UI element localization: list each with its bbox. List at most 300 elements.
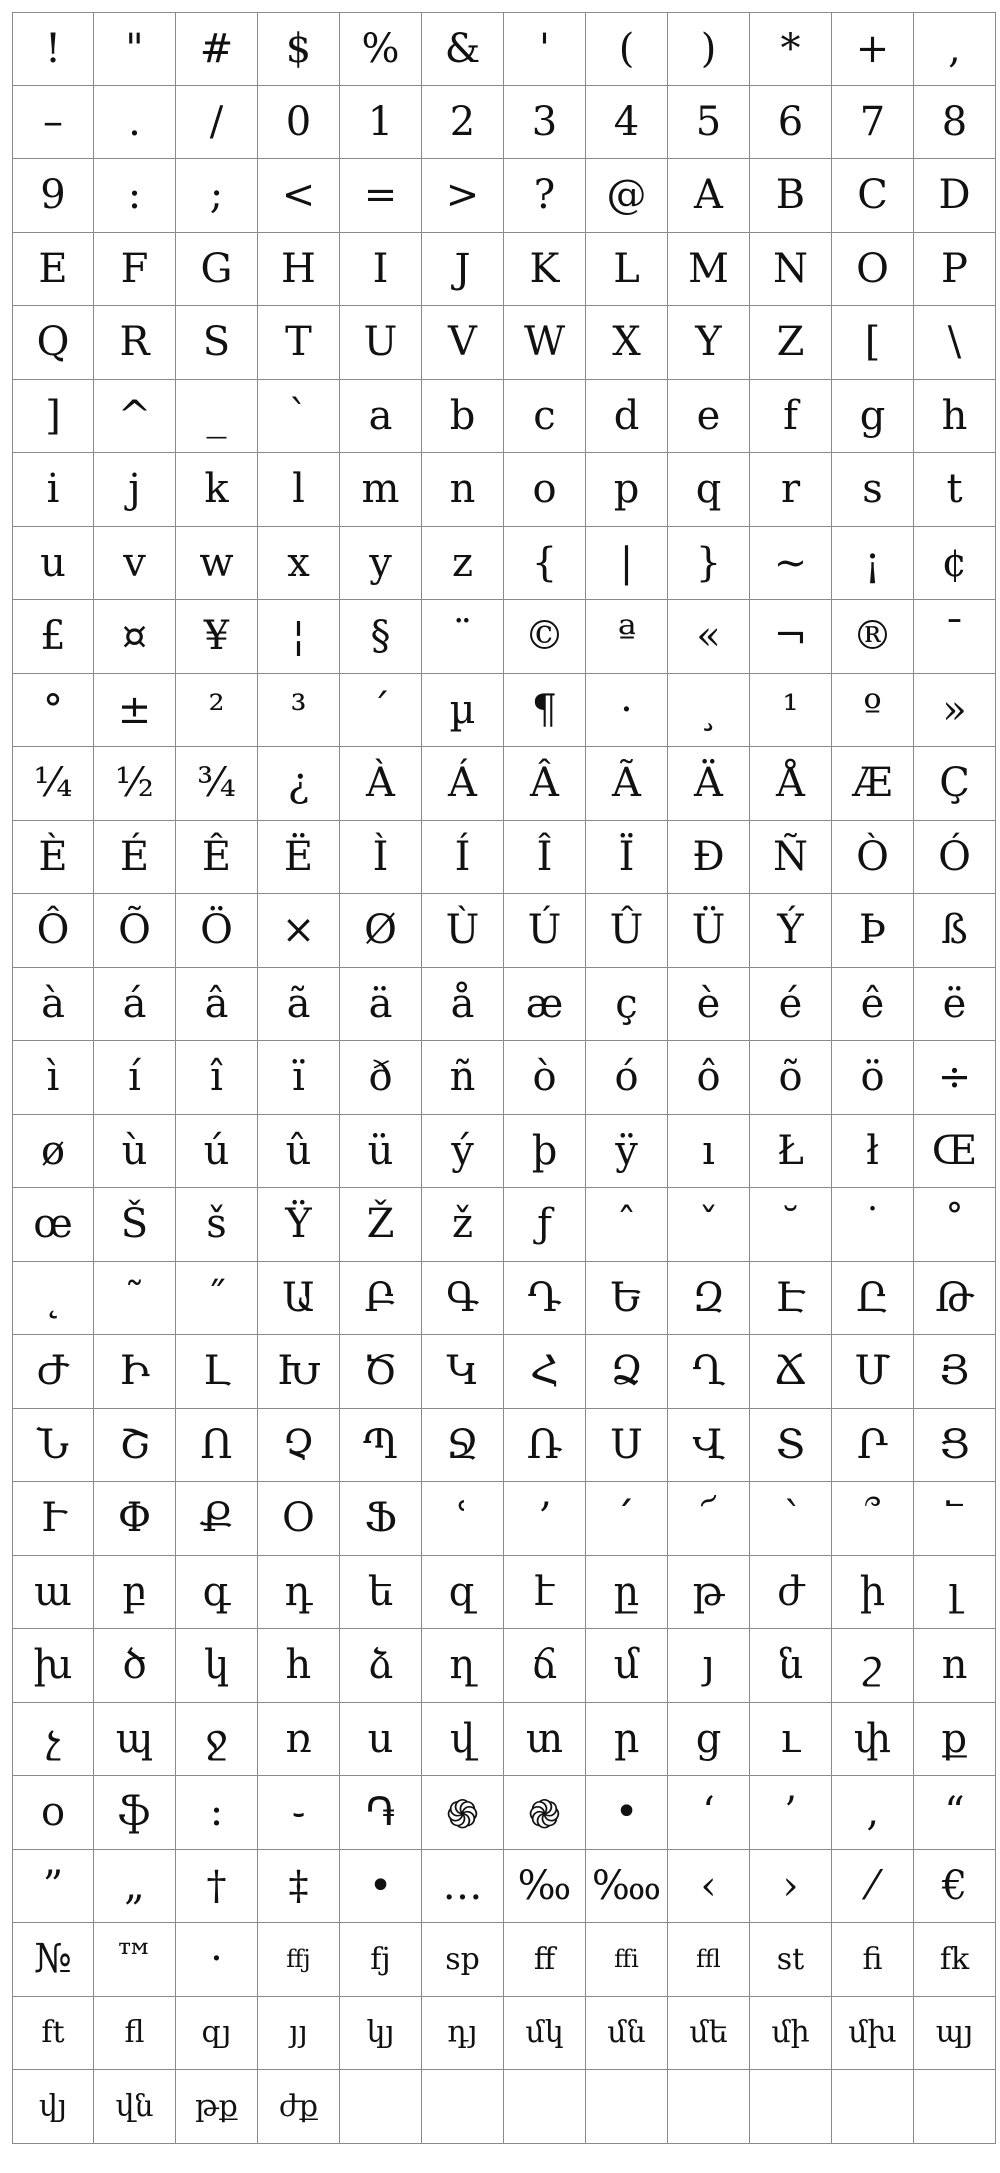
glyph-cell: Ք (176, 1482, 258, 1556)
glyph-cell: _ (176, 380, 258, 454)
glyph-cell: @ (586, 159, 668, 233)
glyph-cell: F (94, 233, 176, 307)
glyph-cell: Ո (176, 1409, 258, 1483)
glyph-cell: Ր (832, 1409, 914, 1483)
glyph-cell: Յ (914, 1335, 996, 1409)
glyph-cell: ¤ (94, 600, 176, 674)
glyph-cell: É (94, 821, 176, 895)
glyph-cell: è (668, 968, 750, 1042)
glyph-cell: , (914, 12, 996, 86)
glyph-cell: ` (258, 380, 340, 454)
glyph-cell: l (258, 453, 340, 527)
glyph-cell: գ (176, 1556, 258, 1630)
glyph-cell: Մ (832, 1335, 914, 1409)
glyph-cell: Ì (340, 821, 422, 895)
glyph-cell: ł (832, 1115, 914, 1189)
glyph-cell: ó (586, 1041, 668, 1115)
glyph-cell: À (340, 747, 422, 821)
glyph-cell: [ (832, 306, 914, 380)
glyph-cell: Á (422, 747, 504, 821)
glyph-cell: վյ (12, 2070, 94, 2144)
glyph-cell: ! (12, 12, 94, 86)
glyph-cell: ò (504, 1041, 586, 1115)
glyph-cell: E (12, 233, 94, 307)
glyph-cell: ô (668, 1041, 750, 1115)
glyph-cell: Դ (504, 1262, 586, 1336)
glyph-cell: ÷ (914, 1041, 996, 1115)
glyph-cell: բ (94, 1556, 176, 1630)
glyph-cell: Ü (668, 894, 750, 968)
glyph-cell: + (832, 12, 914, 86)
glyph-cell: & (422, 12, 504, 86)
glyph-cell: ¨ (422, 600, 504, 674)
glyph-cell: ý (422, 1115, 504, 1189)
glyph-cell: ֊ (258, 1776, 340, 1850)
glyph-cell: £ (12, 600, 94, 674)
glyph-cell: Î (504, 821, 586, 895)
glyph-cell: ; (176, 159, 258, 233)
glyph-cell: Ն (12, 1409, 94, 1483)
glyph-cell: Ñ (750, 821, 832, 895)
glyph-cell: • (586, 1776, 668, 1850)
glyph-cell: p (586, 453, 668, 527)
glyph-cell: վն (94, 2070, 176, 2144)
glyph-cell: ë (914, 968, 996, 1042)
glyph-cell: / (176, 86, 258, 160)
glyph-cell: ‰ (504, 1850, 586, 1924)
glyph-cell: û (258, 1115, 340, 1189)
glyph-cell: Õ (94, 894, 176, 968)
glyph-cell: զյ (176, 1997, 258, 2071)
glyph-cell: = (340, 159, 422, 233)
glyph-cell: Է (750, 1262, 832, 1336)
glyph-cell: ր (586, 1703, 668, 1777)
glyph-cell: ք (914, 1703, 996, 1777)
glyph-cell: ճ (504, 1629, 586, 1703)
glyph-cell: ՜ (668, 1482, 750, 1556)
glyph-cell: ê (832, 968, 914, 1042)
glyph-cell: O (832, 233, 914, 307)
glyph-cell: ú (176, 1115, 258, 1189)
glyph-cell: ® (832, 600, 914, 674)
glyph-cell: մե (668, 1997, 750, 2071)
glyph-cell: ֎ (504, 1776, 586, 1850)
glyph-cell: Ճ (750, 1335, 832, 1409)
glyph-cell: դյ (422, 1997, 504, 2071)
glyph-cell: № (12, 1923, 94, 1997)
glyph-cell: § (340, 600, 422, 674)
glyph-cell: < (258, 159, 340, 233)
glyph-cell: \ (914, 306, 996, 380)
glyph-cell: հ (258, 1629, 340, 1703)
glyph-cell: ղ (422, 1629, 504, 1703)
glyph-cell: Զ (668, 1262, 750, 1336)
glyph-cell: ž (422, 1188, 504, 1262)
glyph-cell: ð (340, 1041, 422, 1115)
glyph-cell: օ (12, 1776, 94, 1850)
glyph-cell: շ (832, 1629, 914, 1703)
glyph-cell: © (504, 600, 586, 674)
glyph-cell: K (504, 233, 586, 307)
glyph-cell: ? (504, 159, 586, 233)
glyph-cell: † (176, 1850, 258, 1924)
glyph-cell: M (668, 233, 750, 307)
glyph-cell: Ժ (12, 1335, 94, 1409)
glyph-cell: Թ (914, 1262, 996, 1336)
glyph-cell: մն (586, 1997, 668, 2071)
glyph-cell: ı (668, 1115, 750, 1189)
glyph-cell: ¦ (258, 600, 340, 674)
glyph-cell: խ (12, 1629, 94, 1703)
glyph-cell: Ã (586, 747, 668, 821)
glyph-cell: ։ (176, 1776, 258, 1850)
glyph-cell: : (94, 159, 176, 233)
glyph-cell: x (258, 527, 340, 601)
glyph-cell: Û (586, 894, 668, 968)
glyph-cell: ˘ (750, 1188, 832, 1262)
glyph-cell: ի (832, 1556, 914, 1630)
glyph-cell: Ï (586, 821, 668, 895)
glyph-cell: I (340, 233, 422, 307)
glyph-cell: ½ (94, 747, 176, 821)
glyph-cell: ÿ (586, 1115, 668, 1189)
glyph-cell: – (12, 86, 94, 160)
glyph-cell: æ (504, 968, 586, 1042)
glyph-cell: ö (832, 1041, 914, 1115)
glyph-cell: 7 (832, 86, 914, 160)
glyph-cell: ³ (258, 674, 340, 748)
glyph-cell: i (12, 453, 94, 527)
glyph-cell: Գ (422, 1262, 504, 1336)
glyph-cell: î (176, 1041, 258, 1115)
glyph-cell: ffi (586, 1923, 668, 1997)
glyph-cell: ~ (750, 527, 832, 601)
glyph-cell: € (914, 1850, 996, 1924)
glyph-cell: ü (340, 1115, 422, 1189)
glyph-cell: á (94, 968, 176, 1042)
glyph-cell: Լ (176, 1335, 258, 1409)
glyph-cell: Â (504, 747, 586, 821)
glyph-cell: G (176, 233, 258, 307)
glyph-cell: L (586, 233, 668, 307)
glyph-cell: մի (750, 1997, 832, 2071)
glyph-cell: ո (914, 1629, 996, 1703)
glyph-cell: Ֆ (340, 1482, 422, 1556)
glyph-cell: ^ (94, 380, 176, 454)
glyph-cell: sp (422, 1923, 504, 1997)
glyph-cell: ) (668, 12, 750, 86)
glyph-cell: ն (750, 1629, 832, 1703)
glyph-cell: Ý (750, 894, 832, 968)
glyph-cell: H (258, 233, 340, 307)
glyph-cell: ï (258, 1041, 340, 1115)
glyph-cell: մկ (504, 1997, 586, 2071)
glyph-cell: ² (176, 674, 258, 748)
glyph-cell: ժ (750, 1556, 832, 1630)
glyph-cell: 5 (668, 86, 750, 160)
glyph-cell: ± (94, 674, 176, 748)
glyph-cell: ´ (340, 674, 422, 748)
glyph-cell: 3 (504, 86, 586, 160)
glyph-cell: J (422, 233, 504, 307)
glyph-cell: ‡ (258, 1850, 340, 1924)
glyph-cell: ø (12, 1115, 94, 1189)
glyph-cell (750, 2070, 832, 2144)
glyph-cell: 1 (340, 86, 422, 160)
glyph-cell: ՟ (914, 1482, 996, 1556)
glyph-cell: j (94, 453, 176, 527)
glyph-cell: կյ (340, 1997, 422, 2071)
glyph-cell: « (668, 600, 750, 674)
glyph-cell: ffj (258, 1923, 340, 1997)
glyph-cell: | (586, 527, 668, 601)
glyph-cell: ffl (668, 1923, 750, 1997)
glyph-cell: ’ (750, 1776, 832, 1850)
glyph-cell: 2 (422, 86, 504, 160)
glyph-cell: Ž (340, 1188, 422, 1262)
glyph-cell: Ձ (586, 1335, 668, 1409)
glyph-cell: e (668, 380, 750, 454)
glyph-cell: n (422, 453, 504, 527)
glyph-cell: ¡ (832, 527, 914, 601)
glyph-cell: “ (914, 1776, 996, 1850)
glyph-cell: þ (504, 1115, 586, 1189)
glyph-cell: · (176, 1923, 258, 1997)
glyph-cell: թ (668, 1556, 750, 1630)
glyph-cell: տ (504, 1703, 586, 1777)
glyph-cell: ¶ (504, 674, 586, 748)
glyph-cell: Ä (668, 747, 750, 821)
glyph-cell: ՙ (422, 1482, 504, 1556)
glyph-cell: ա (12, 1556, 94, 1630)
glyph-cell: ñ (422, 1041, 504, 1115)
glyph-cell: ‘ (668, 1776, 750, 1850)
glyph-cell: w (176, 527, 258, 601)
glyph-cell: … (422, 1850, 504, 1924)
glyph-cell: Ë (258, 821, 340, 895)
glyph-cell: . (94, 86, 176, 160)
glyph-cell: 9 (12, 159, 94, 233)
glyph-cell: C (832, 159, 914, 233)
glyph-cell: o (504, 453, 586, 527)
glyph-cell: ˇ (668, 1188, 750, 1262)
glyph-cell: ” (12, 1850, 94, 1924)
glyph-cell: 4 (586, 86, 668, 160)
glyph-cell: Ե (586, 1262, 668, 1336)
glyph-cell: z (422, 527, 504, 601)
glyph-cell: ¢ (914, 527, 996, 601)
glyph-cell: ™ (94, 1923, 176, 1997)
glyph-cell: ù (94, 1115, 176, 1189)
glyph-cell: ˙ (832, 1188, 914, 1262)
glyph-cell: N (750, 233, 832, 307)
glyph-cell: Ի (94, 1335, 176, 1409)
glyph-cell: Ջ (422, 1409, 504, 1483)
glyph-cell: $ (258, 12, 340, 86)
glyph-cell: Բ (340, 1262, 422, 1336)
glyph-cell: ƒ (504, 1188, 586, 1262)
glyph-cell: ¾ (176, 747, 258, 821)
glyph-cell: Ó (914, 821, 996, 895)
glyph-cell: թք (176, 2070, 258, 2144)
glyph-cell: վ (422, 1703, 504, 1777)
glyph-cell: Ê (176, 821, 258, 895)
glyph-cell: { (504, 527, 586, 601)
glyph-cell: • (340, 1850, 422, 1924)
glyph-cell: B (750, 159, 832, 233)
glyph-cell: ß (914, 894, 996, 968)
glyph-cell: b (422, 380, 504, 454)
glyph-cell: Ù (422, 894, 504, 968)
glyph-cell: ը (586, 1556, 668, 1630)
glyph-cell: > (422, 159, 504, 233)
glyph-cell: Ռ (504, 1409, 586, 1483)
glyph-cell: å (422, 968, 504, 1042)
glyph-cell: fi (832, 1923, 914, 1997)
glyph-cell: ft (12, 1997, 94, 2071)
glyph-cell: Ց (914, 1409, 996, 1483)
glyph-cell: ¥ (176, 600, 258, 674)
glyph-cell: š (176, 1188, 258, 1262)
glyph-cell: ֏ (340, 1776, 422, 1850)
glyph-cell: A (668, 159, 750, 233)
glyph-cell: լ (914, 1556, 996, 1630)
glyph-cell: ռ (258, 1703, 340, 1777)
glyph-cell: q (668, 453, 750, 527)
glyph-cell: Շ (94, 1409, 176, 1483)
glyph-cell: Š (94, 1188, 176, 1262)
glyph-cell (504, 2070, 586, 2144)
glyph-cell: ˝ (176, 1262, 258, 1336)
glyph-cell: â (176, 968, 258, 1042)
glyph-cell: 0 (258, 86, 340, 160)
glyph-cell: Ø (340, 894, 422, 968)
glyph-cell: ã (258, 968, 340, 1042)
glyph-cell: պյ (914, 1997, 996, 2071)
glyph-cell: Վ (668, 1409, 750, 1483)
glyph-cell: œ (12, 1188, 94, 1262)
glyph-cell: ժք (258, 2070, 340, 2144)
glyph-cell: փ (832, 1703, 914, 1777)
glyph-cell: » (914, 674, 996, 748)
glyph-cell: Չ (258, 1409, 340, 1483)
glyph-cell: զ (422, 1556, 504, 1630)
glyph-cell: P (914, 233, 996, 307)
glyph-cell: µ (422, 674, 504, 748)
glyph-cell: Ç (914, 747, 996, 821)
glyph-cell: մխ (832, 1997, 914, 2071)
glyph-cell: ] (12, 380, 94, 454)
glyph-cell: ( (586, 12, 668, 86)
glyph-cell: Կ (422, 1335, 504, 1409)
glyph-cell: ç (586, 968, 668, 1042)
glyph-cell (668, 2070, 750, 2144)
glyph-cell: Q (12, 306, 94, 380)
glyph-cell: R (94, 306, 176, 380)
glyph-cell: g (832, 380, 914, 454)
glyph-cell: u (12, 527, 94, 601)
glyph-cell: ‱ (586, 1850, 668, 1924)
glyph-cell: Օ (258, 1482, 340, 1556)
glyph-cell: Պ (340, 1409, 422, 1483)
glyph-cell: › (750, 1850, 832, 1924)
glyph-cell: Ò (832, 821, 914, 895)
glyph-cell: Ł (750, 1115, 832, 1189)
glyph-cell: é (750, 968, 832, 1042)
glyph-cell (340, 2070, 422, 2144)
glyph-cell: ˆ (586, 1188, 668, 1262)
glyph-cell: Þ (832, 894, 914, 968)
glyph-cell: ˚ (914, 1188, 996, 1262)
glyph-cell: # (176, 12, 258, 86)
glyph-cell: ° (12, 674, 94, 748)
glyph-cell: D (914, 159, 996, 233)
glyph-cell: ff (504, 1923, 586, 1997)
glyph-cell: ¬ (750, 600, 832, 674)
glyph-cell: ե (340, 1556, 422, 1630)
glyph-cell: ս (340, 1703, 422, 1777)
glyph-cell: í (94, 1041, 176, 1115)
glyph-cell: Ö (176, 894, 258, 968)
glyph-cell: y (340, 527, 422, 601)
glyph-cell: h (914, 380, 996, 454)
glyph-cell: ¸ (668, 674, 750, 748)
glyph-cell: ˛ (12, 1262, 94, 1336)
glyph-cell (422, 2070, 504, 2144)
glyph-cell: է (504, 1556, 586, 1630)
glyph-cell: ‹ (668, 1850, 750, 1924)
glyph-cell: T (258, 306, 340, 380)
glyph-cell: fl (94, 1997, 176, 2071)
glyph-cell: X (586, 306, 668, 380)
glyph-cell: Ÿ (258, 1188, 340, 1262)
glyph-cell: S (176, 306, 258, 380)
glyph-cell: մ (586, 1629, 668, 1703)
glyph-cell: r (750, 453, 832, 527)
glyph-cell: ց (668, 1703, 750, 1777)
glyph-cell: Տ (750, 1409, 832, 1483)
glyph-cell: ì (12, 1041, 94, 1115)
glyph-cell: ¯ (914, 600, 996, 674)
glyph-cell: Փ (94, 1482, 176, 1556)
glyph-cell: ¿ (258, 747, 340, 821)
glyph-cell: ջ (176, 1703, 258, 1777)
glyph-cell: Հ (504, 1335, 586, 1409)
glyph-cell: Ւ (12, 1482, 94, 1556)
glyph-cell: ˜ (94, 1262, 176, 1336)
glyph-cell: ւ (750, 1703, 832, 1777)
glyph-cell: m (340, 453, 422, 527)
glyph-cell: U (340, 306, 422, 380)
glyph-cell: ¹ (750, 674, 832, 748)
glyph-cell (832, 2070, 914, 2144)
glyph-cell: Ա (258, 1262, 340, 1336)
glyph-cell: Ô (12, 894, 94, 968)
glyph-cell: Ú (504, 894, 586, 968)
glyph-cell: ä (340, 968, 422, 1042)
glyph-cell: „ (94, 1850, 176, 1924)
glyph-cell: ՛ (586, 1482, 668, 1556)
glyph-cell: d (586, 380, 668, 454)
glyph-cell: Ð (668, 821, 750, 895)
glyph-cell: ՚ (504, 1482, 586, 1556)
glyph-cell: ձ (340, 1629, 422, 1703)
glyph-table (12, 12, 996, 2171)
glyph-cell: s (832, 453, 914, 527)
glyph-cell: Y (668, 306, 750, 380)
glyph-cell: Խ (258, 1335, 340, 1409)
glyph-cell: Ծ (340, 1335, 422, 1409)
